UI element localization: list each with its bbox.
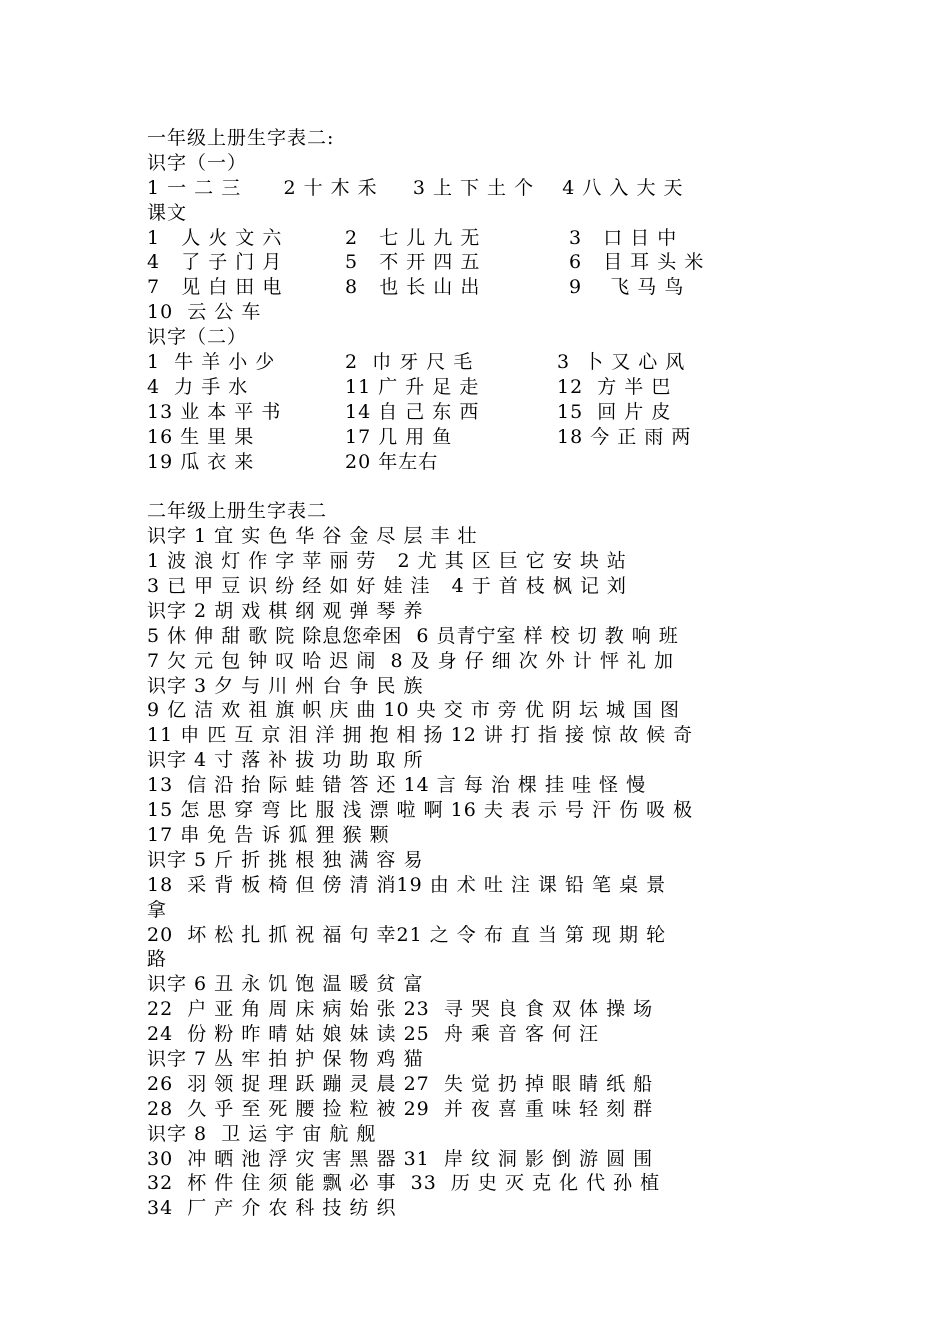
grade2-line: 识字 5 斤 折 挑 根 独 满 容 易 xyxy=(147,848,424,871)
kewen-cell: 3 口 日 中 xyxy=(569,226,678,249)
shizi2-row xyxy=(147,425,827,450)
grade2-line: 5 休 伸 甜 歌 院 除息您牵困 6 员青宁室 样 校 切 教 响 班 xyxy=(147,624,679,647)
shizi2-cell: 3 卜 又 心 风 xyxy=(557,351,686,374)
grade1-title: 一年级上册生字表二: xyxy=(147,127,335,149)
kewen-cell: 7 见 白 田 电 xyxy=(147,276,283,299)
shizi2-cell: 13 业 本 平 书 xyxy=(147,400,282,423)
grade1-shizi2-heading: 识字（二） xyxy=(147,326,248,349)
grade2-title: 二年级上册生字表二 xyxy=(147,500,328,523)
grade1-kewen-heading: 课文 xyxy=(147,201,188,224)
kewen-cell: 2 七 儿 九 无 xyxy=(345,226,481,249)
grade2-line: 识字 4 寸 落 补 拔 功 助 取 所 xyxy=(147,749,424,772)
shizi2-cell: 11 广 升 足 走 xyxy=(345,375,480,398)
kewen-cell: 6 目 耳 头 米 xyxy=(569,251,705,274)
shizi2-cell: 12 方 半 巴 xyxy=(557,375,672,398)
shizi2-row xyxy=(147,400,827,425)
grade2-line: 26 羽 领 捉 理 跃 蹦 灵 晨 27 失 觉 扔 掉 眼 睛 纸 船 xyxy=(147,1072,654,1095)
grade1-shizi1-heading: 识字（一） xyxy=(147,151,248,174)
kewen-cell: 1 人 火 文 六 xyxy=(147,226,283,249)
section-spacer xyxy=(147,474,827,499)
grade2-line: 9 亿 洁 欢 祖 旗 帜 庆 曲 10 央 交 市 旁 优 阴 坛 城 国 图 xyxy=(147,699,681,722)
grade2-word-lines xyxy=(147,524,827,1221)
grade2-line: 15 怎 思 穿 弯 比 服 浅 漂 啦 啊 16 夫 表 示 号 汗 伤 吸 极 xyxy=(147,799,694,822)
grade2-line: 7 欠 元 包 钟 叹 哈 迟 闹 8 及 身 仔 细 次 外 计 怦 礼 加 xyxy=(147,649,674,672)
grade2-line: 识字 1 宜 实 色 华 谷 金 尽 层 丰 壮 xyxy=(147,525,478,548)
word-list-content xyxy=(147,126,827,1221)
grade2-line: 28 久 乎 至 死 腰 捡 粒 被 29 并 夜 喜 重 味 轻 刻 群 xyxy=(147,1097,654,1120)
kewen-row xyxy=(147,250,827,275)
kewen-last-line: 10 云 公 车 xyxy=(147,301,262,324)
grade2-line: 32 杯 件 住 须 能 飘 必 事 33 历 史 灭 克 化 代 孙 植 xyxy=(147,1172,661,1195)
grade2-line: 17 串 免 告 诉 狐 狸 猴 颗 xyxy=(147,823,390,846)
grade2-line: 34 厂 产 介 农 科 技 纺 织 xyxy=(147,1197,397,1220)
shizi2-cell: 19 瓜 衣 来 xyxy=(147,450,255,473)
shizi2-cell: 18 今 正 雨 两 xyxy=(557,425,692,448)
grade1-shizi1-line: 1 一 二 三 2 十 木 禾 3 上 下 土 个 4 八 入 大 天 xyxy=(147,176,684,199)
shizi2-cell: 16 生 里 果 xyxy=(147,425,255,448)
shizi2-cell: 15 回 片 皮 xyxy=(557,400,672,423)
grade2-line: 识字 3 夕 与 川 州 台 争 民 族 xyxy=(147,674,424,697)
shizi2-cell: 20 年左右 xyxy=(345,450,439,473)
shizi2-cell: 1 牛 羊 小 少 xyxy=(147,351,276,374)
shizi2-row xyxy=(147,450,827,475)
shizi2-row xyxy=(147,350,827,375)
grade2-line: 识字 2 胡 戏 棋 纲 观 弹 琴 养 xyxy=(147,599,424,622)
kewen-row xyxy=(147,226,827,251)
grade2-line: 识字 6 丑 永 饥 饱 温 暖 贫 富 xyxy=(147,973,424,996)
grade2-line: 1 波 浪 灯 作 字 苹 丽 劳 2 尤 其 区 巨 它 安 块 站 xyxy=(147,550,627,573)
shizi2-cell: 4 力 手 水 xyxy=(147,375,249,398)
kewen-row xyxy=(147,275,827,300)
shizi2-cell: 14 自 己 东 西 xyxy=(345,400,480,423)
kewen-cell: 5 不 开 四 五 xyxy=(345,251,481,274)
grade2-line: 24 份 粉 昨 晴 姑 娘 妹 读 25 舟 乘 音 客 何 汪 xyxy=(147,1023,600,1046)
grade2-line: 识字 7 丛 牢 拍 护 保 物 鸡 猫 xyxy=(147,1047,424,1070)
grade2-line: 30 冲 晒 池 浮 灾 害 黑 器 31 岸 纹 洞 影 倒 游 圆 围 xyxy=(147,1147,654,1170)
kewen-cell: 4 了 子 门 月 xyxy=(147,251,283,274)
kewen-cell: 8 也 长 山 出 xyxy=(345,276,481,299)
grade2-line: 11 申 匹 互 京 泪 洋 拥 抱 相 扬 12 讲 打 指 接 惊 故 候 奇 xyxy=(147,724,694,747)
grade2-line: 拿 xyxy=(147,898,168,921)
shizi2-row xyxy=(147,375,827,400)
grade2-line: 3 已 甲 豆 识 纷 经 如 好 娃 洼 4 于 首 枝 枫 记 刘 xyxy=(147,575,627,598)
kewen-cell: 9 飞 马 鸟 xyxy=(569,276,685,299)
grade2-line: 22 户 亚 角 周 床 病 始 张 23 寻 哭 良 食 双 体 操 场 xyxy=(147,998,654,1021)
grade2-line: 18 采 背 板 椅 但 傍 清 消19 由 术 吐 注 课 铅 笔 桌 景 xyxy=(147,873,667,896)
shizi2-cell: 2 巾 牙 尺 毛 xyxy=(345,351,474,374)
grade2-line: 20 坏 松 扎 抓 祝 福 句 幸21 之 令 布 直 当 第 现 期 轮 xyxy=(147,923,667,946)
grade2-line: 识字 8 卫 运 宇 宙 航 舰 xyxy=(147,1122,377,1145)
grade2-line: 路 xyxy=(147,948,168,971)
grade2-line: 13 信 沿 抬 际 蛙 错 答 还 14 言 每 治 棵 挂 哇 怪 慢 xyxy=(147,774,647,797)
shizi2-cell: 17 几 用 鱼 xyxy=(345,425,453,448)
